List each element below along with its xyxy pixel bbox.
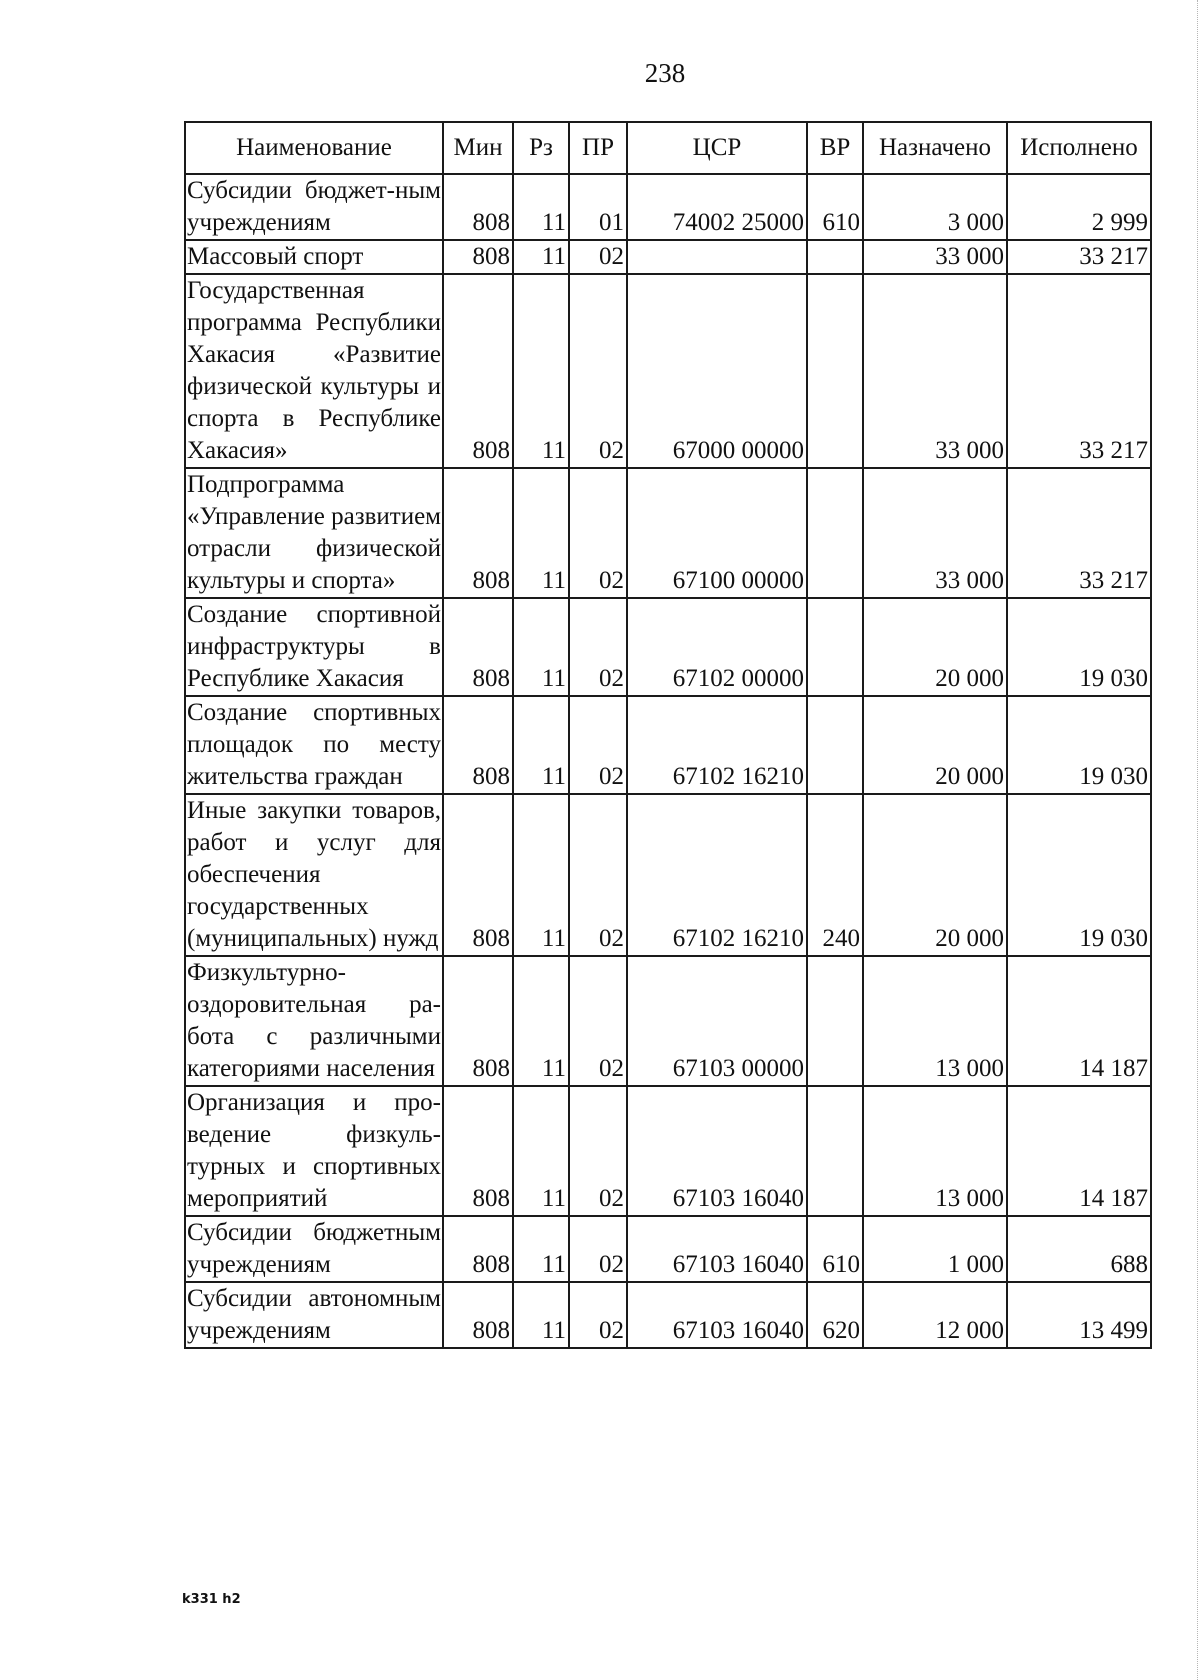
row-rz: 11 — [513, 598, 569, 696]
row-rz: 11 — [513, 696, 569, 794]
row-min: 808 — [443, 956, 513, 1086]
row-csr: 67100 00000 — [627, 468, 807, 598]
row-vr: 610 — [807, 174, 863, 240]
row-planned: 12 000 — [863, 1282, 1007, 1348]
page-number: 238 — [644, 58, 686, 88]
row-csr: 74002 25000 — [627, 174, 807, 240]
row-executed: 13 499 — [1007, 1282, 1151, 1348]
row-planned: 13 000 — [863, 956, 1007, 1086]
footer-code: k331 h2 — [182, 1592, 241, 1607]
row-rz: 11 — [513, 956, 569, 1086]
row-executed: 14 187 — [1007, 956, 1151, 1086]
row-pr: 02 — [569, 696, 627, 794]
row-executed: 2 999 — [1007, 174, 1151, 240]
row-vr: 620 — [807, 1282, 863, 1348]
row-executed: 33 217 — [1007, 240, 1151, 274]
row-csr — [627, 240, 807, 274]
row-rz: 11 — [513, 274, 569, 468]
row-min: 808 — [443, 274, 513, 468]
header-csr: ЦСР — [627, 122, 807, 174]
row-vr: 610 — [807, 1216, 863, 1282]
row-planned: 33 000 — [863, 240, 1007, 274]
row-csr: 67103 16040 — [627, 1086, 807, 1216]
row-csr: 67000 00000 — [627, 274, 807, 468]
row-planned: 20 000 — [863, 598, 1007, 696]
header-rz: Рз — [513, 122, 569, 174]
table-row — [185, 174, 1151, 240]
row-min: 808 — [443, 1282, 513, 1348]
row-csr: 67103 16040 — [627, 1216, 807, 1282]
row-pr: 02 — [569, 598, 627, 696]
row-pr: 02 — [569, 274, 627, 468]
row-min: 808 — [443, 696, 513, 794]
row-min: 808 — [443, 794, 513, 956]
row-pr: 02 — [569, 1216, 627, 1282]
row-name: Иные закупки товаров, работ и услуг для обеспечения государственных (муниципальных) нужд — [185, 794, 443, 956]
row-planned: 1 000 — [863, 1216, 1007, 1282]
row-name: Субсидии бюджет-ным учреждениям — [185, 174, 443, 240]
row-min: 808 — [443, 174, 513, 240]
row-planned: 33 000 — [863, 274, 1007, 468]
row-vr — [807, 274, 863, 468]
row-vr — [807, 240, 863, 274]
row-planned: 20 000 — [863, 696, 1007, 794]
row-executed: 33 217 — [1007, 274, 1151, 468]
header-min: Мин — [443, 122, 513, 174]
row-vr — [807, 956, 863, 1086]
table-row — [185, 956, 1151, 1086]
table-row — [185, 696, 1151, 794]
scan-edge-line — [1194, 0, 1198, 1680]
row-csr: 67102 16210 — [627, 696, 807, 794]
budget-execution-table — [184, 121, 1152, 1349]
row-planned: 33 000 — [863, 468, 1007, 598]
row-executed: 19 030 — [1007, 598, 1151, 696]
table-row — [185, 1282, 1151, 1348]
row-name: Создание спортивной инфраструктуры в Республике Хакасия — [185, 598, 443, 696]
table-row — [185, 468, 1151, 598]
row-min: 808 — [443, 598, 513, 696]
row-vr — [807, 468, 863, 598]
row-rz: 11 — [513, 468, 569, 598]
table-row — [185, 794, 1151, 956]
row-csr: 67102 00000 — [627, 598, 807, 696]
row-rz: 11 — [513, 1216, 569, 1282]
row-csr: 67103 00000 — [627, 956, 807, 1086]
row-min: 808 — [443, 240, 513, 274]
row-min: 808 — [443, 468, 513, 598]
row-planned: 20 000 — [863, 794, 1007, 956]
row-pr: 01 — [569, 174, 627, 240]
row-name: Субсидии автономным учреждениям — [185, 1282, 443, 1348]
row-pr: 02 — [569, 240, 627, 274]
row-executed: 19 030 — [1007, 696, 1151, 794]
table-row — [185, 274, 1151, 468]
row-rz: 11 — [513, 1282, 569, 1348]
header-pr: ПР — [569, 122, 627, 174]
table-row — [185, 1086, 1151, 1216]
row-name: Подпрограмма «Управление развитием отрасли физической культуры и спорта» — [185, 468, 443, 598]
row-rz: 11 — [513, 240, 569, 274]
row-name: Массовый спорт — [185, 240, 443, 274]
row-rz: 11 — [513, 174, 569, 240]
header-executed: Исполнено — [1007, 122, 1151, 174]
row-executed: 33 217 — [1007, 468, 1151, 598]
row-pr: 02 — [569, 468, 627, 598]
row-min: 808 — [443, 1216, 513, 1282]
row-executed: 19 030 — [1007, 794, 1151, 956]
row-csr: 67102 16210 — [627, 794, 807, 956]
row-executed: 14 187 — [1007, 1086, 1151, 1216]
row-rz: 11 — [513, 794, 569, 956]
row-vr — [807, 696, 863, 794]
header-vr: ВР — [807, 122, 863, 174]
row-pr: 02 — [569, 1282, 627, 1348]
row-planned: 13 000 — [863, 1086, 1007, 1216]
row-name: Организация и проведение физкультурных и спортивных мероприятий — [185, 1086, 443, 1216]
row-name: Создание спортивных площадок по месту жительства граждан — [185, 696, 443, 794]
row-pr: 02 — [569, 794, 627, 956]
row-min: 808 — [443, 1086, 513, 1216]
row-pr: 02 — [569, 1086, 627, 1216]
header-name: Наименование — [185, 122, 443, 174]
row-vr: 240 — [807, 794, 863, 956]
row-name: Физкультурно-оздоровительная работа с различными категориями населения — [185, 956, 443, 1086]
row-name: Субсидии бюджетным учреждениям — [185, 1216, 443, 1282]
row-rz: 11 — [513, 1086, 569, 1216]
row-executed: 688 — [1007, 1216, 1151, 1282]
table-header-row — [185, 122, 1151, 174]
table-row — [185, 1216, 1151, 1282]
row-planned: 3 000 — [863, 174, 1007, 240]
table-row — [185, 240, 1151, 274]
row-vr — [807, 1086, 863, 1216]
header-planned: Назначено — [863, 122, 1007, 174]
table-row — [185, 598, 1151, 696]
row-pr: 02 — [569, 956, 627, 1086]
row-vr — [807, 598, 863, 696]
row-csr: 67103 16040 — [627, 1282, 807, 1348]
row-name: Государственная программа Республики Хакасия «Развитие физической культуры и спорта в Республике Хакасия» — [185, 274, 443, 468]
